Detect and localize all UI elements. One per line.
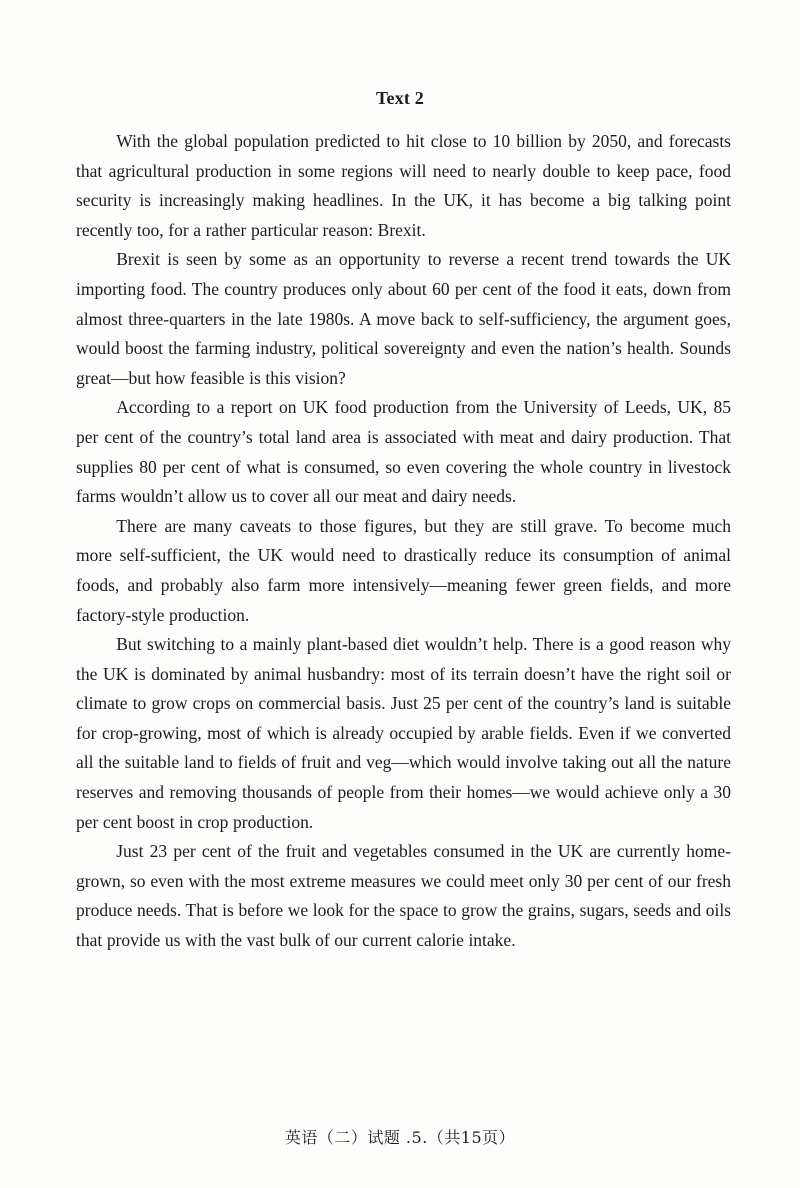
paragraph-4: There are many caveats to those figures, but they are still grave. To become much more self-sufficient, the UK would need to drastically reduce its consumption of animal foods, and probably also farm more intensively—meaning fewer green fields, and more factory-style production. [76,515,731,625]
passage-body [76,127,731,956]
paragraph-3: According to a report on UK food production from the University of Leeds, UK, 85 per cent of the country’s total land area is associated with meat and dairy production. That supplies 80 per cent of what is consumed, so even covering the whole country in livestock farms wouldn’t allow us to cover all our meat and dairy needs. [76,397,731,507]
paragraph-1: With the global population predicted to hit close to 10 billion by 2050, and forecasts that agricultural production in some regions will need to nearly double to keep pace, food security is increasingly making headlines. In the UK, it has become a big talking point recently too, for a rather particular reason: Brexit. [76,131,731,240]
page-footer: 英语（二）试题 .5.（共15页） [284,1128,516,1147]
passage-title: Text 2 [375,88,425,108]
paragraph-5: But switching to a mainly plant-based diet wouldn’t help. There is a good reason why the UK is dominated by animal husbandry: most of its terrain doesn’t have the right soil or climate to grow crops on commercial basis. Just 25 per cent of the country’s land is suitable for crop-growing, most of which is already occupied by arable fields. Even if we converted all the suitable land to fields of fruit and veg—which would involve taking out all the nature reserves and removing thousands of people from their homes—we would achieve only a 30 per cent boost in crop production. [76,634,731,832]
paragraph-2: Brexit is seen by some as an opportunity to reverse a recent trend towards the UK importing food. The country produces only about 60 per cent of the food it eats, down from almost three-quarters in the late 1980s. A move back to self-sufficiency, the argument goes, would boost the farming industry, political sovereignty and even the nation’s health. Sounds great—but how feasible is this vision? [76,249,731,388]
paragraph-6: Just 23 per cent of the fruit and vegetables consumed in the UK are currently home-grown, so even with the most extreme measures we could meet only 30 per cent of our fresh produce needs. That is before we look for the space to grow the grains, sugars, seeds and oils that provide us with the vast bulk of our current calorie intake. [76,841,731,951]
